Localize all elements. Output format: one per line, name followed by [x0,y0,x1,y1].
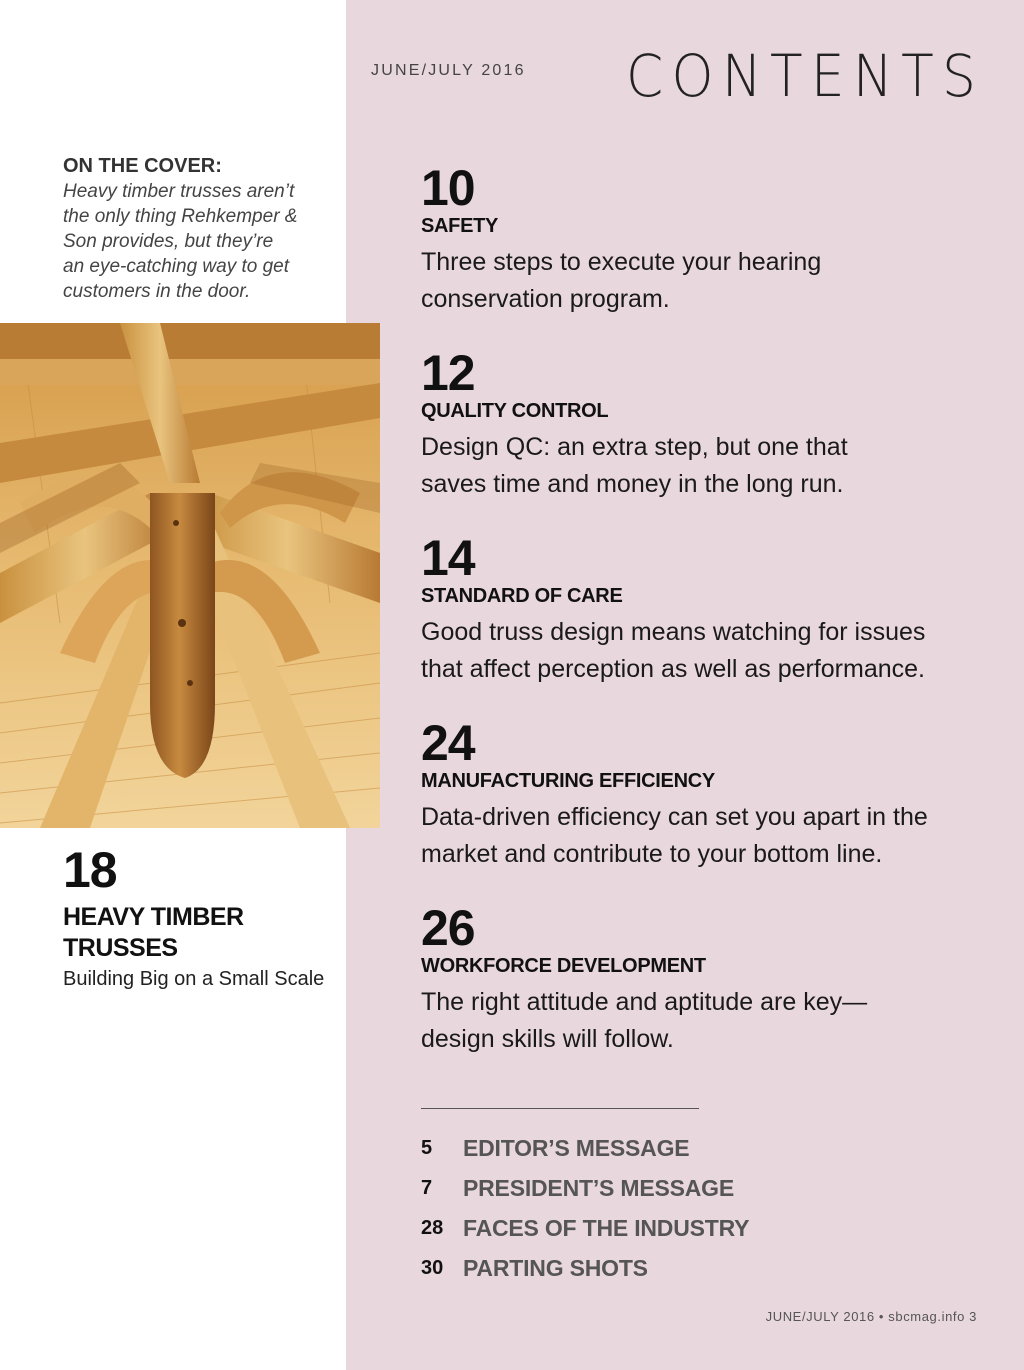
cover-line: customers in the door. [63,281,251,302]
feature-story[interactable] [63,842,343,992]
issue-date: JUNE/JULY 2016 [371,62,526,79]
article-description-line: that affect perception as well as performance. [421,655,925,683]
cover-line: Son provides, but they’re [63,231,274,252]
cover-photo-timber-trusses [0,323,380,828]
article-description [421,984,981,1058]
article-entry[interactable] [421,160,981,318]
article-entry[interactable] [421,715,981,873]
article-category: QUALITY CONTROL [421,400,609,422]
article-description [421,429,981,503]
divider [421,1108,699,1109]
cover-line: Heavy timber trusses aren’t [63,181,295,202]
department-item[interactable] [421,1213,981,1243]
article-description-line: Good truss design means watching for issues [421,618,926,646]
article-description-line: conservation program. [421,285,670,313]
department-page-number: 7 [421,1177,433,1199]
feature-title [63,902,343,964]
article-page-number: 10 [421,160,475,216]
department-page-number: 28 [421,1217,444,1239]
article-entry[interactable] [421,900,981,1058]
department-label: PRESIDENT’S MESSAGE [463,1175,734,1201]
article-description-line: The right attitude and aptitude are key— [421,988,868,1016]
department-item[interactable] [421,1253,981,1283]
department-label: FACES OF THE INDUSTRY [463,1215,750,1241]
article-description-line: Data-driven efficiency can set you apart in the [421,803,928,831]
article-description [421,244,981,318]
article-description [421,799,981,873]
article-category: WORKFORCE DEVELOPMENT [421,955,706,977]
article-page-number: 14 [421,530,475,586]
article-entry[interactable] [421,530,981,688]
article-page-number: 26 [421,900,475,956]
article-category: SAFETY [421,215,499,237]
article-description-line: Three steps to execute your hearing [421,248,822,276]
feature-page-number: 18 [63,842,117,898]
department-label: PARTING SHOTS [463,1255,648,1281]
article-description-line: Design QC: an extra step, but one that [421,433,848,461]
department-item[interactable] [421,1173,981,1203]
article-page-number: 24 [421,715,475,771]
cover-heading: ON THE COVER: [63,155,222,177]
page-title: CONTENTS [626,42,985,110]
department-label: EDITOR’S MESSAGE [463,1135,690,1161]
article-description-line: design skills will follow. [421,1025,674,1053]
article-description-line: market and contribute to your bottom line. [421,840,883,868]
article-page-number: 12 [421,345,475,401]
cover-caption [63,153,333,304]
department-page-number: 30 [421,1257,444,1279]
article-category: STANDARD OF CARE [421,585,623,607]
feature-title-line: TRUSSES [63,934,178,962]
feature-subtitle: Building Big on a Small Scale [63,968,325,990]
article-category: MANUFACTURING EFFICIENCY [421,770,715,792]
article-entry[interactable] [421,345,981,503]
cover-line: the only thing Rehkemper & [63,206,298,227]
feature-title-line: HEAVY TIMBER [63,903,244,931]
article-description-line: saves time and money in the long run. [421,470,844,498]
cover-line: an eye-catching way to get [63,256,290,277]
page-footer: JUNE/JULY 2016 • sbcmag.info 3 [765,1309,977,1324]
article-description [421,614,981,688]
department-page-number: 5 [421,1137,433,1159]
department-item[interactable] [421,1133,981,1163]
